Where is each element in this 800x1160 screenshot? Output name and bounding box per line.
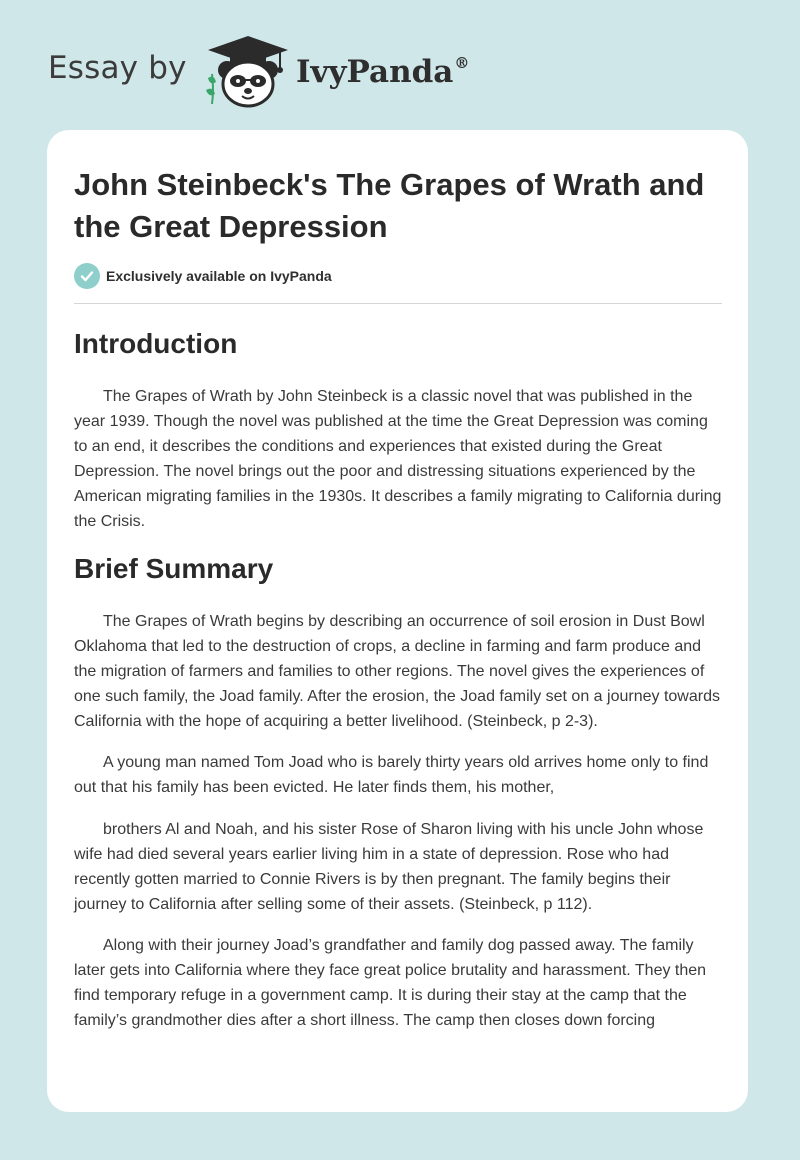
ivypanda-logo[interactable] bbox=[200, 34, 296, 110]
paragraph: brothers Al and Noah, and his sister Rose of Sharon living with his uncle John whose wife had died several years earlier living him in a state of depression. Rose who had recently gotten married to Connie Rivers is by then pregnant. The family begins their journey to California after selling some of their assets. (Steinbeck, p 112). bbox=[74, 821, 704, 913]
exclusive-badge bbox=[74, 263, 332, 289]
essay-body bbox=[74, 326, 724, 1033]
divider bbox=[74, 303, 722, 304]
paragraph: The Grapes of Wrath begins by describing an occurrence of soil erosion in Dust Bowl Oklahoma that led to the destruction of crops, a decline in farming and farm produce and the migration of farmers and families to other regions. The novel gives the experiences of one such family, the Joad family. After the erosion, the Joad family set on a journey towards California with the hope of acquiring a better livelihood. (Steinbeck, p 2-3). bbox=[74, 613, 720, 730]
registered-mark: ® bbox=[454, 54, 470, 72]
essay-card bbox=[47, 130, 748, 1112]
brand-name[interactable] bbox=[296, 54, 469, 90]
exclusive-label: Exclusively available on IvyPanda bbox=[106, 268, 332, 284]
paragraph: A young man named Tom Joad who is barely thirty years old arrives home only to find out that his family has been evicted. He later finds them, his mother, bbox=[74, 754, 709, 796]
essay-title: John Steinbeck's The Grapes of Wrath and the Great Depression bbox=[74, 167, 705, 244]
section-heading-introduction: Introduction bbox=[74, 328, 238, 359]
brand-text: IvyPanda bbox=[296, 54, 454, 90]
site-header bbox=[0, 0, 800, 130]
paragraph: The Grapes of Wrath by John Steinbeck is a classic novel that was published in the year 1939. Though the novel was published at the time the Great Depression was coming to an end, it describes the conditions and experiences that existed during the Great Depression. The novel brings out the poor and distressing situations experienced by the American migrating families in the 1930s. It describes a family migrating to California during the Crisis. bbox=[74, 388, 722, 530]
checkmark-icon bbox=[74, 263, 100, 289]
section-heading-brief-summary: Brief Summary bbox=[74, 553, 274, 584]
paragraph: Along with their journey Joad’s grandfather and family dog passed away. The family later gets into California where they face great police brutality and harassment. They then find temporary refuge in a government camp. It is during their stay at the camp that the family’s grandmother dies after a short illness. The camp then closes down forcing bbox=[74, 937, 707, 1029]
essay-by-label: Essay by bbox=[48, 50, 187, 86]
panda-mascot-icon bbox=[200, 34, 296, 110]
